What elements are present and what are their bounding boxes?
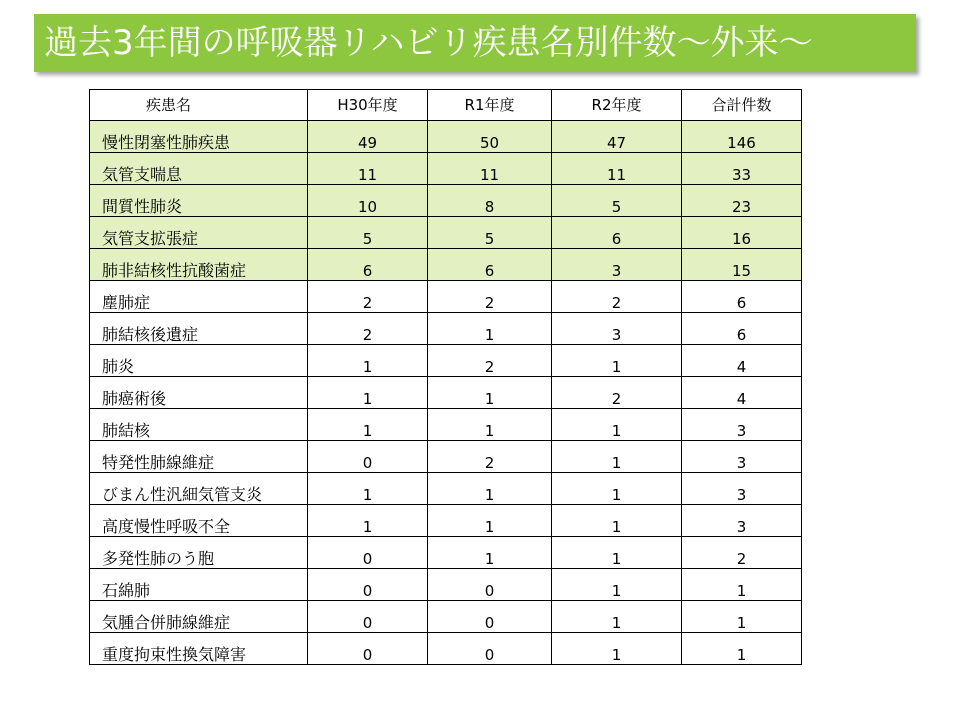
r2-count-cell: 1: [552, 409, 682, 441]
header-total: 合計件数: [682, 90, 802, 121]
h30-count-cell: 2: [308, 313, 428, 345]
r1-count-cell: 1: [428, 537, 552, 569]
r2-count-cell: 1: [552, 633, 682, 665]
disease-name-cell: 肺非結核性抗酸菌症: [90, 249, 308, 281]
table-row: [90, 377, 802, 409]
h30-count-cell: 0: [308, 569, 428, 601]
table-row: [90, 409, 802, 441]
r1-count-cell: 0: [428, 601, 552, 633]
header-r1: R1年度: [428, 90, 552, 121]
disease-name-cell: 多発性肺のう胞: [90, 537, 308, 569]
disease-name-cell: 間質性肺炎: [90, 185, 308, 217]
disease-name-cell: 肺癌術後: [90, 377, 308, 409]
h30-count-cell: 11: [308, 153, 428, 185]
r2-count-cell: 1: [552, 569, 682, 601]
total-count-cell: 3: [682, 505, 802, 537]
table-row: [90, 121, 802, 153]
header-r2: R2年度: [552, 90, 682, 121]
disease-name-cell: びまん性汎細気管支炎: [90, 473, 308, 505]
h30-count-cell: 1: [308, 505, 428, 537]
disease-count-table: [89, 89, 802, 665]
table-row: [90, 185, 802, 217]
table-header-row: [90, 90, 802, 121]
table-row: [90, 537, 802, 569]
r1-count-cell: 5: [428, 217, 552, 249]
page-title: 過去3年間の呼吸器リハビリ疾患名別件数～外来～: [44, 23, 813, 63]
r1-count-cell: 6: [428, 249, 552, 281]
r1-count-cell: 2: [428, 441, 552, 473]
total-count-cell: 33: [682, 153, 802, 185]
total-count-cell: 16: [682, 217, 802, 249]
total-count-cell: 3: [682, 473, 802, 505]
r2-count-cell: 47: [552, 121, 682, 153]
r2-count-cell: 1: [552, 601, 682, 633]
table-row: [90, 345, 802, 377]
r1-count-cell: 11: [428, 153, 552, 185]
header-h30: H30年度: [308, 90, 428, 121]
h30-count-cell: 0: [308, 537, 428, 569]
total-count-cell: 1: [682, 633, 802, 665]
disease-name-cell: 重度拘束性換気障害: [90, 633, 308, 665]
total-count-cell: 6: [682, 313, 802, 345]
disease-name-cell: 慢性閉塞性肺疾患: [90, 121, 308, 153]
total-count-cell: 6: [682, 281, 802, 313]
table-row: [90, 473, 802, 505]
total-count-cell: 15: [682, 249, 802, 281]
r2-count-cell: 3: [552, 249, 682, 281]
table-row: [90, 633, 802, 665]
r2-count-cell: 1: [552, 537, 682, 569]
total-count-cell: 3: [682, 409, 802, 441]
disease-name-cell: 塵肺症: [90, 281, 308, 313]
table-row: [90, 217, 802, 249]
h30-count-cell: 10: [308, 185, 428, 217]
r2-count-cell: 1: [552, 441, 682, 473]
h30-count-cell: 1: [308, 377, 428, 409]
h30-count-cell: 6: [308, 249, 428, 281]
total-count-cell: 2: [682, 537, 802, 569]
r1-count-cell: 1: [428, 409, 552, 441]
r1-count-cell: 1: [428, 313, 552, 345]
r1-count-cell: 1: [428, 505, 552, 537]
h30-count-cell: 0: [308, 601, 428, 633]
header-disease-name: 疾患名: [90, 90, 308, 121]
disease-name-cell: 肺結核: [90, 409, 308, 441]
r1-count-cell: 0: [428, 633, 552, 665]
disease-name-cell: 気腫合併肺線維症: [90, 601, 308, 633]
total-count-cell: 4: [682, 345, 802, 377]
h30-count-cell: 1: [308, 345, 428, 377]
h30-count-cell: 0: [308, 441, 428, 473]
disease-name-cell: 肺炎: [90, 345, 308, 377]
total-count-cell: 23: [682, 185, 802, 217]
disease-name-cell: 特発性肺線維症: [90, 441, 308, 473]
total-count-cell: 3: [682, 441, 802, 473]
total-count-cell: 1: [682, 601, 802, 633]
r2-count-cell: 1: [552, 473, 682, 505]
r1-count-cell: 1: [428, 473, 552, 505]
h30-count-cell: 1: [308, 473, 428, 505]
table-body: [90, 121, 802, 665]
r1-count-cell: 50: [428, 121, 552, 153]
disease-name-cell: 高度慢性呼吸不全: [90, 505, 308, 537]
table-row: [90, 313, 802, 345]
r2-count-cell: 5: [552, 185, 682, 217]
h30-count-cell: 5: [308, 217, 428, 249]
table-row: [90, 441, 802, 473]
total-count-cell: 4: [682, 377, 802, 409]
h30-count-cell: 1: [308, 409, 428, 441]
disease-name-cell: 気管支喘息: [90, 153, 308, 185]
h30-count-cell: 0: [308, 633, 428, 665]
r2-count-cell: 1: [552, 345, 682, 377]
r1-count-cell: 2: [428, 345, 552, 377]
table-row: [90, 281, 802, 313]
table-row: [90, 153, 802, 185]
table-row: [90, 601, 802, 633]
h30-count-cell: 49: [308, 121, 428, 153]
r2-count-cell: 2: [552, 377, 682, 409]
r1-count-cell: 2: [428, 281, 552, 313]
r2-count-cell: 2: [552, 281, 682, 313]
r1-count-cell: 1: [428, 377, 552, 409]
total-count-cell: 1: [682, 569, 802, 601]
h30-count-cell: 2: [308, 281, 428, 313]
table-row: [90, 249, 802, 281]
r1-count-cell: 0: [428, 569, 552, 601]
table-row: [90, 505, 802, 537]
r2-count-cell: 6: [552, 217, 682, 249]
total-count-cell: 146: [682, 121, 802, 153]
disease-name-cell: 肺結核後遺症: [90, 313, 308, 345]
r1-count-cell: 8: [428, 185, 552, 217]
r2-count-cell: 11: [552, 153, 682, 185]
title-banner: [34, 14, 916, 72]
r2-count-cell: 3: [552, 313, 682, 345]
disease-name-cell: 気管支拡張症: [90, 217, 308, 249]
table-row: [90, 569, 802, 601]
r2-count-cell: 1: [552, 505, 682, 537]
disease-name-cell: 石綿肺: [90, 569, 308, 601]
